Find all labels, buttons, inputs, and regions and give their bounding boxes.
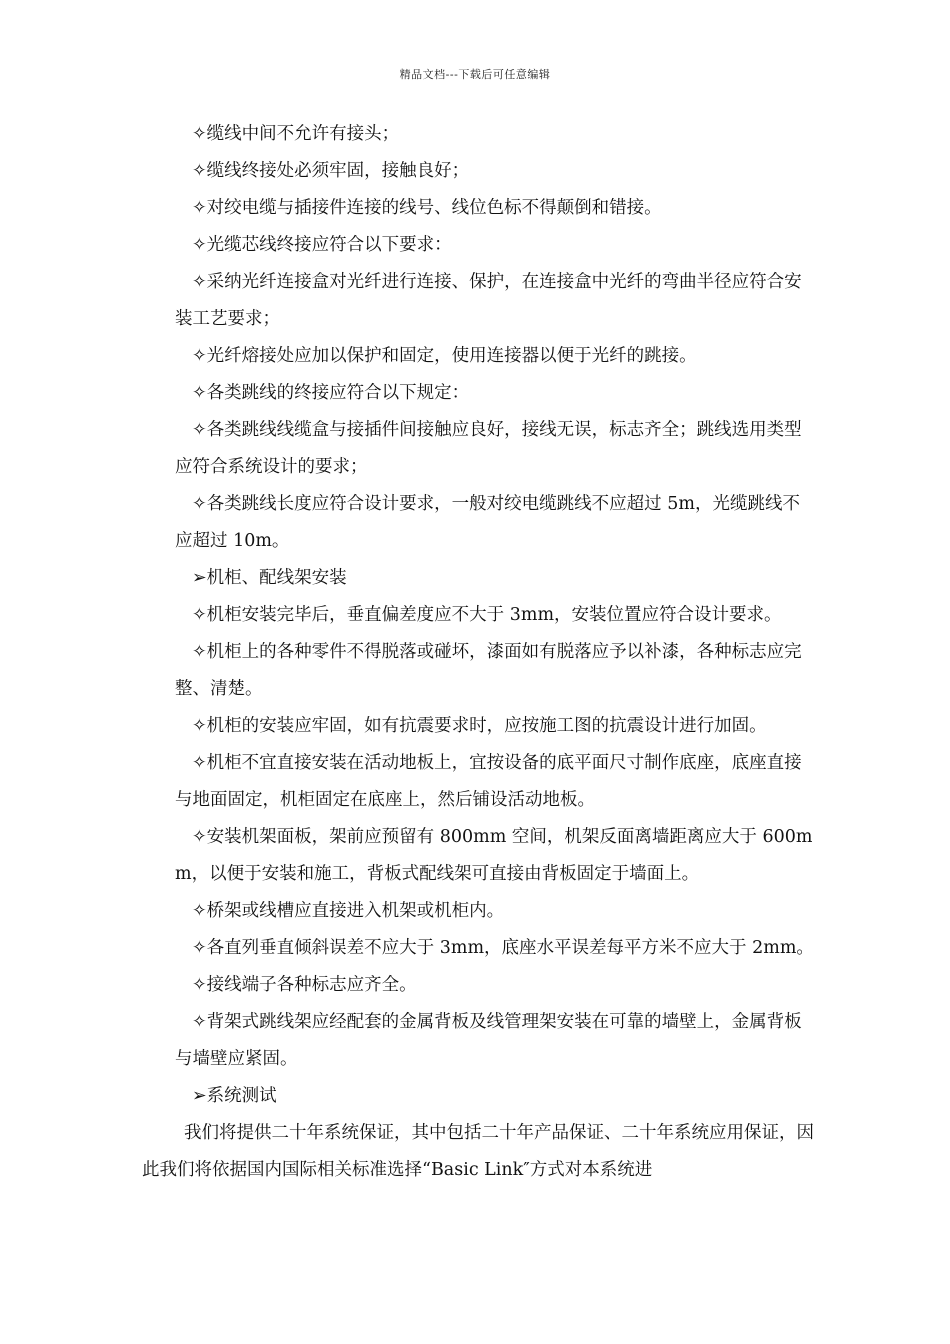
paragraph: ✧桥架或线槽应直接进入机架或机柜内。 (192, 901, 505, 921)
paragraph: ✧背架式跳线架应经配套的金属背板及线管理架安装在可靠的墙壁上，金属背板与墙壁应紧固。 (175, 1012, 802, 1069)
paragraph: ✧缆线中间不允许有接头； (192, 124, 400, 144)
paragraph: ✧机柜上的各种零件不得脱落或碰坏，漆面如有脱落应予以补漆，各种标志应完整、清楚。 (175, 642, 802, 699)
paragraph: ✧各直列垂直倾斜误差不应大于 3mm，底座水平误差每平方米不应大于 2mm。 (192, 938, 814, 958)
section-heading: ➢系统测试 (192, 1086, 277, 1106)
paragraph: ✧各类跳线线缆盒与接插件间接触应良好，接线无误，标志齐全；跳线选用类型应符合系统设计的要求； (175, 420, 802, 477)
paragraph: ✧机柜安装完毕后，垂直偏差度应不大于 3mm，安装位置应符合设计要求。 (192, 605, 782, 625)
paragraph: ✧机柜的安装应牢固，如有抗震要求时，应按施工图的抗震设计进行加固。 (192, 716, 767, 736)
paragraph: ✧采纳光纤连接盒对光纤进行连接、保护，在连接盒中光纤的弯曲半径应符合安装工艺要求； (175, 272, 802, 329)
paragraph: ✧各类跳线的终接应符合以下规定： (192, 383, 470, 403)
paragraph: ✧光缆芯线终接应符合以下要求： (192, 235, 452, 255)
section-heading: ➢机柜、配线架安装 (192, 568, 347, 588)
paragraph: ✧对绞电缆与插接件连接的线号、线位色标不得颠倒和错接。 (192, 198, 662, 218)
paragraph: ✧光纤熔接处应加以保护和固定，使用连接器以便于光纤的跳接。 (192, 346, 697, 366)
page-header: 精品文档---下载后可任意编辑 (399, 68, 551, 81)
paragraph: ✧机柜不宜直接安装在活动地板上，宜按设备的底平面尺寸制作底座，底座直接与地面固定，机柜固定在底座上，然后铺设活动地板。 (175, 753, 802, 810)
intro-paragraph: 我们将提供二十年系统保证，其中包括二十年产品保证、二十年系统应用保证，因此我们将依据国内国际相关标准选择“Basic Link″方式对本系统进 (142, 1123, 814, 1180)
paragraph: ✧各类跳线长度应符合设计要求，一般对绞电缆跳线不应超过 5m，光缆跳线不应超过 10m。 (175, 494, 800, 551)
paragraph: ✧安装机架面板，架前应预留有 800mm 空间，机架反面离墙距离应大于 600mm，以便于安装和施工，背板式配线架可直接由背板固定于墙面上。 (175, 827, 813, 884)
paragraph: ✧接线端子各种标志应齐全。 (192, 975, 417, 995)
document-body (142, 116, 815, 1189)
paragraph: ✧缆线终接处必须牢固，接触良好； (192, 161, 470, 181)
